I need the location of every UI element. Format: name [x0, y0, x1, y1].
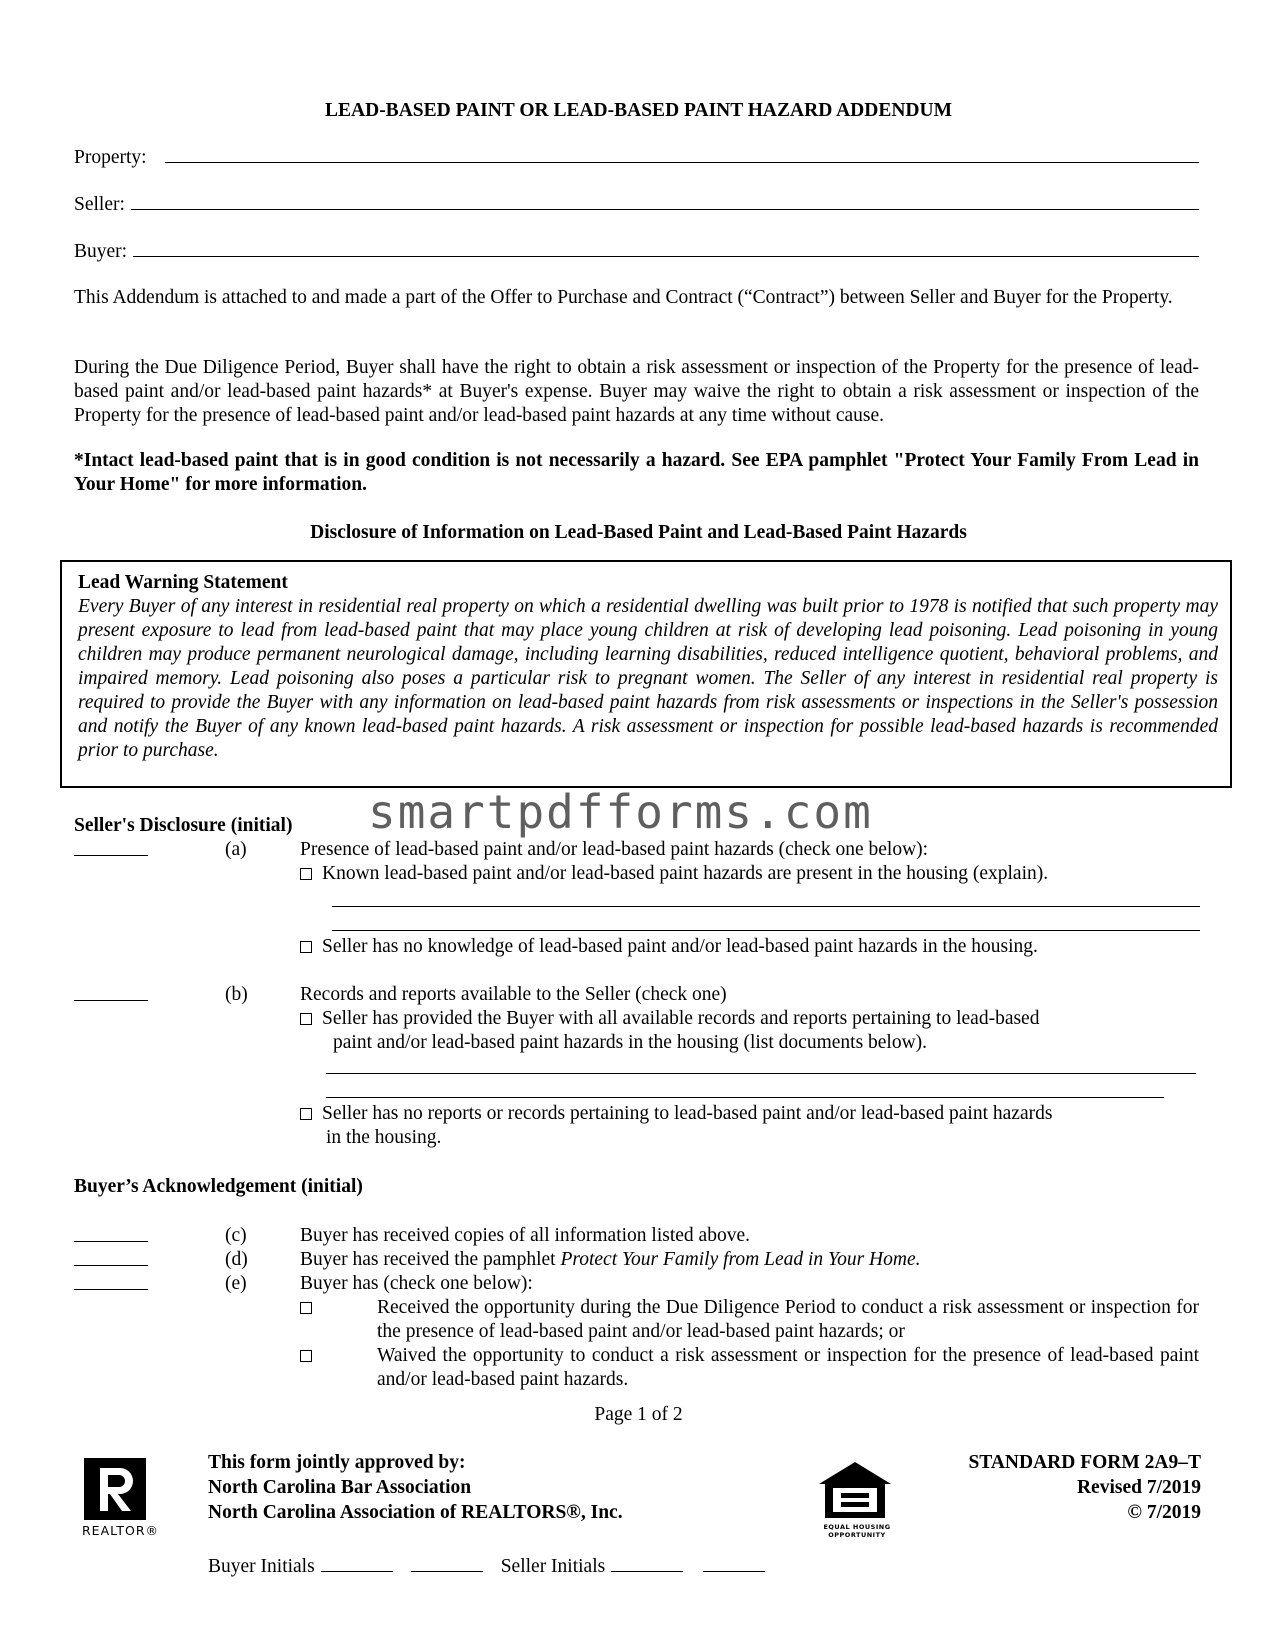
- approval-line-2: North Carolina Bar Association: [208, 1477, 472, 1498]
- buyer-initials-2[interactable]: [411, 1554, 483, 1572]
- documents-line-1[interactable]: [326, 1073, 1196, 1074]
- property-field-row: [74, 145, 1199, 170]
- lead-warning-box: [60, 560, 1232, 788]
- seller-initials-1[interactable]: [611, 1554, 683, 1572]
- document-title: LEAD-BASED PAINT OR LEAD-BASED PAINT HAZARD ADDENDUM: [325, 100, 952, 121]
- explain-line-1[interactable]: [332, 906, 1200, 907]
- intact-paint-note: *Intact lead-based paint that is in good condition is not necessarily a hazard. See EPA pamphlet "Protect Your Family From Lead in Your Home" for more information.: [74, 450, 1199, 495]
- buyer-initials-1[interactable]: [321, 1554, 393, 1572]
- option-known-lead-label: Known lead-based paint and/or lead-based paint hazards are present in the housing (explain).: [322, 863, 1049, 884]
- buyer-initials-label: Buyer Initials: [208, 1556, 315, 1577]
- item-a-option-known: [300, 862, 1048, 886]
- seller-initials-2[interactable]: [703, 1554, 765, 1572]
- checkbox-waived-opportunity[interactable]: [300, 1350, 312, 1362]
- item-d-text: [300, 1248, 921, 1272]
- item-b-option-no-records: [300, 1102, 1052, 1126]
- buyer-initial-d[interactable]: [74, 1265, 148, 1266]
- seller-input-line[interactable]: [131, 192, 1199, 210]
- checkbox-received-opportunity[interactable]: [300, 1302, 312, 1314]
- option-waived-opportunity: Waived the opportunity to conduct a risk assessment or inspection for the presence of lead-based paint and/or lead-based paint hazards.: [377, 1345, 1199, 1390]
- option-records-provided-line2: paint and/or lead-based paint hazards in the housing (list documents below).: [333, 1032, 928, 1053]
- lead-warning-text: Every Buyer of any interest in residential real property on which a residential dwelling was built prior to 1978 is notified that such property may present exposure to lead from lead-based paint that may place young children at risk of developing lead poisoning. Lead poisoning in young children may produce permanent neurological damage, including learning disabilities, reduced intelligence quotient, behavioral problems, and impaired memory. Lead poisoning also poses a particular risk to pregnant women. The Seller of any interest in residential real property is required to provide the Buyer with any information on lead-based paint hazards from risk assessments or inspections in the Seller's possession and notify the Buyer of any known lead-based paint hazards. A risk assessment or inspection for possible lead-based hazards is recommended prior to purchase.: [78, 596, 1218, 761]
- buyer-initial-c[interactable]: [74, 1241, 148, 1242]
- checkbox-known-lead[interactable]: [300, 868, 312, 880]
- realtor-logo: [84, 1458, 146, 1520]
- item-d-pamphlet-title: Protect Your Family from Lead in Your Home.: [560, 1249, 921, 1270]
- item-b-option-provided: [300, 1007, 1039, 1031]
- option-records-provided-line1: Seller has provided the Buyer with all available records and reports pertaining to lead-based: [322, 1008, 1040, 1029]
- explain-line-2[interactable]: [332, 930, 1200, 931]
- item-c-letter: (c): [225, 1225, 247, 1246]
- checkbox-no-knowledge[interactable]: [300, 941, 312, 953]
- checkbox-received-opportunity-wrap: [300, 1296, 322, 1320]
- checkbox-waived-opportunity-wrap: [300, 1344, 322, 1368]
- seller-initial-b[interactable]: [74, 1000, 148, 1001]
- item-c-text: Buyer has received copies of all information listed above.: [300, 1225, 750, 1246]
- item-a-letter: (a): [225, 839, 247, 860]
- seller-disclosure-heading: Seller's Disclosure (initial): [74, 815, 293, 836]
- option-received-opportunity: Received the opportunity during the Due Diligence Period to conduct a risk assessment or inspection for the presence of lead-based paint and/or lead-based paint hazards; or: [377, 1297, 1199, 1342]
- item-b-letter: (b): [225, 984, 248, 1005]
- buyer-acknowledgement-heading: Buyer’s Acknowledgement (initial): [74, 1176, 363, 1197]
- seller-label: Seller:: [74, 194, 125, 215]
- watermark: smartpdfforms.com: [368, 785, 873, 839]
- realtor-label: REALTOR®: [82, 1523, 160, 1538]
- form-name: STANDARD FORM 2A9–T: [968, 1452, 1201, 1473]
- equal-housing-text: [812, 1523, 902, 1539]
- disclosure-heading: Disclosure of Information on Lead-Based Paint and Lead-Based Paint Hazards: [310, 522, 967, 543]
- documents-line-2[interactable]: [326, 1097, 1164, 1098]
- eho-line-1: EQUAL HOUSING: [823, 1523, 891, 1531]
- form-info-block: [968, 1450, 1201, 1525]
- seller-initial-a[interactable]: [74, 855, 148, 856]
- approval-block: [208, 1450, 623, 1525]
- property-input-line[interactable]: [165, 145, 1199, 163]
- item-e-text: Buyer has (check one below):: [300, 1273, 533, 1294]
- item-a-text: Presence of lead-based paint and/or lead-based paint hazards (check one below):: [300, 839, 929, 860]
- buyer-initial-e[interactable]: [74, 1289, 148, 1290]
- item-e-letter: (e): [225, 1273, 247, 1294]
- property-label: Property:: [74, 147, 147, 168]
- item-a-option-no-knowledge: [300, 935, 1038, 959]
- form-copyright: © 7/2019: [1127, 1502, 1201, 1523]
- option-no-records-line2: in the housing.: [326, 1127, 442, 1148]
- option-no-knowledge-label: Seller has no knowledge of lead-based paint and/or lead-based paint hazards in the housing.: [322, 936, 1038, 957]
- seller-initials-label: Seller Initials: [500, 1556, 606, 1577]
- page-number: Page 1 of 2: [594, 1404, 683, 1425]
- approval-line-3: North Carolina Association of REALTORS®, Inc.: [208, 1502, 623, 1523]
- item-d-text-plain: Buyer has received the pamphlet: [300, 1249, 561, 1270]
- addendum-intro-paragraph: This Addendum is attached to and made a part of the Offer to Purchase and Contract (“Contract”) between Seller and Buyer for the Property.: [74, 287, 1173, 308]
- equal-housing-icon: [815, 1460, 895, 1520]
- lead-warning-title: Lead Warning Statement: [78, 572, 288, 593]
- seller-field-row: [74, 192, 1199, 217]
- due-diligence-paragraph: During the Due Diligence Period, Buyer shall have the right to obtain a risk assessment or inspection of the Property for the presence of lead-based paint and/or lead-based paint hazards* at Buyer's expense. Buyer may waive the right to obtain a risk assessment or inspection of the Property for the presence of lead-based paint and/or lead-based paint hazards at any time without cause.: [74, 357, 1199, 426]
- buyer-label: Buyer:: [74, 241, 128, 262]
- checkbox-no-records[interactable]: [300, 1108, 312, 1120]
- approval-line-1: This form jointly approved by:: [208, 1452, 466, 1473]
- item-d-letter: (d): [225, 1249, 248, 1270]
- initials-row: [208, 1554, 765, 1579]
- checkbox-records-provided[interactable]: [300, 1013, 312, 1025]
- eho-line-2: OPPORTUNITY: [828, 1531, 886, 1539]
- form-revised: Revised 7/2019: [1076, 1477, 1201, 1498]
- buyer-field-row: [74, 239, 1199, 264]
- buyer-input-line[interactable]: [133, 239, 1199, 257]
- item-b-text: Records and reports available to the Seller (check one): [300, 984, 727, 1005]
- option-no-records-line1: Seller has no reports or records pertaining to lead-based paint and/or lead-based paint hazards: [322, 1103, 1053, 1124]
- realtor-r-icon: [84, 1458, 146, 1520]
- equal-housing-logo: [815, 1460, 895, 1527]
